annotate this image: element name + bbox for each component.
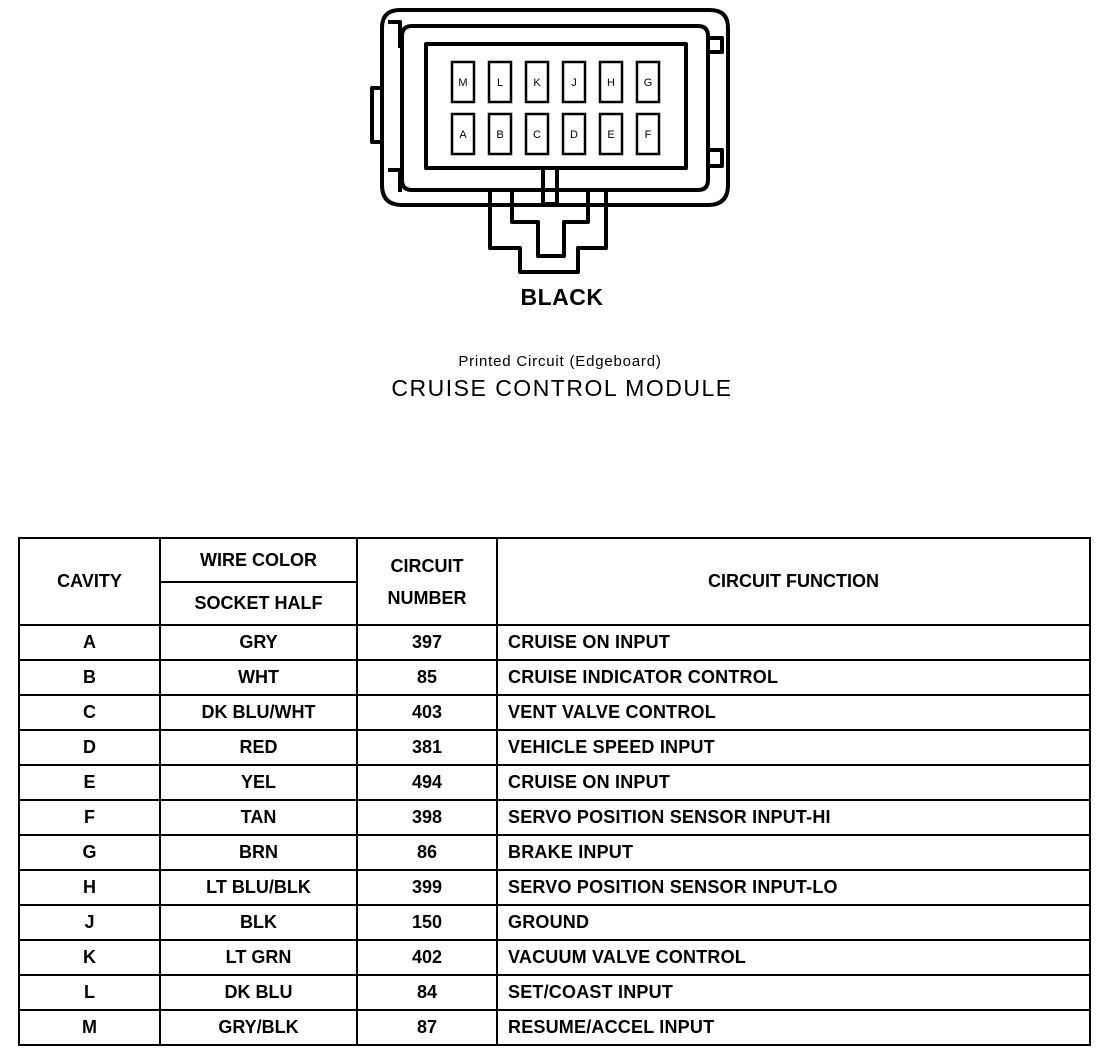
table-row bbox=[19, 975, 1090, 1010]
circuit-function-cell: CRUISE ON INPUT bbox=[497, 765, 1090, 800]
wire-color-cell: TAN bbox=[160, 800, 357, 835]
table-row bbox=[19, 625, 1090, 660]
circuit-number-cell: 84 bbox=[357, 975, 497, 1010]
circuit-function-cell: CRUISE ON INPUT bbox=[497, 625, 1090, 660]
circuit-function-cell: SERVO POSITION SENSOR INPUT-HI bbox=[497, 800, 1090, 835]
wire-color-cell: DK BLU/WHT bbox=[160, 695, 357, 730]
circuit-number-cell: 399 bbox=[357, 870, 497, 905]
cavity-cell: D bbox=[19, 730, 160, 765]
circuit-number-cell: 150 bbox=[357, 905, 497, 940]
table-row bbox=[19, 660, 1090, 695]
wire-color-cell: WHT bbox=[160, 660, 357, 695]
pin-label-g: G bbox=[643, 77, 653, 89]
circuit-number-cell: 87 bbox=[357, 1010, 497, 1045]
pin-grid bbox=[452, 62, 659, 154]
wire-color-cell: GRY bbox=[160, 625, 357, 660]
header-circuit-number: CIRCUIT NUMBER bbox=[357, 538, 497, 625]
circuit-function-cell: RESUME/ACCEL INPUT bbox=[497, 1010, 1090, 1045]
wire-color-cell: DK BLU bbox=[160, 975, 357, 1010]
pin-label-d: D bbox=[570, 129, 578, 141]
pin-label-m: M bbox=[458, 77, 468, 89]
pin-label-j: J bbox=[571, 77, 577, 89]
circuit-number-cell: 85 bbox=[357, 660, 497, 695]
table-row bbox=[19, 905, 1090, 940]
cavity-cell: F bbox=[19, 800, 160, 835]
cavity-cell: M bbox=[19, 1010, 160, 1045]
pin-label-k: K bbox=[533, 77, 541, 89]
circuit-number-cell: 403 bbox=[357, 695, 497, 730]
cavity-cell: A bbox=[19, 625, 160, 660]
cavity-cell: K bbox=[19, 940, 160, 975]
wire-color-cell: LT GRN bbox=[160, 940, 357, 975]
header-cavity: CAVITY bbox=[19, 538, 160, 625]
circuit-function-cell: GROUND bbox=[497, 905, 1090, 940]
table-row bbox=[19, 730, 1090, 765]
connector-subtitle: Printed Circuit (Edgeboard) bbox=[458, 353, 662, 370]
table-row bbox=[19, 940, 1090, 975]
wire-color-cell: GRY/BLK bbox=[160, 1010, 357, 1045]
cavity-cell: E bbox=[19, 765, 160, 800]
header-socket-half: SOCKET HALF bbox=[160, 582, 357, 625]
wire-color-cell: RED bbox=[160, 730, 357, 765]
circuit-function-cell: VACUUM VALVE CONTROL bbox=[497, 940, 1090, 975]
pin-label-h: H bbox=[607, 77, 615, 89]
table-row bbox=[19, 765, 1090, 800]
header-circuit-function: CIRCUIT FUNCTION bbox=[497, 538, 1090, 625]
cavity-cell: L bbox=[19, 975, 160, 1010]
wire-color-cell: BRN bbox=[160, 835, 357, 870]
circuit-function-cell: BRAKE INPUT bbox=[497, 835, 1090, 870]
table-row bbox=[19, 870, 1090, 905]
pin-label-e: E bbox=[607, 129, 615, 141]
pin-label-c: C bbox=[533, 129, 541, 141]
circuit-number-cell: 381 bbox=[357, 730, 497, 765]
header-wire-color: WIRE COLOR bbox=[160, 538, 357, 582]
table-row bbox=[19, 1010, 1090, 1045]
left-tab-top bbox=[388, 22, 400, 48]
circuit-function-cell: CRUISE INDICATOR CONTROL bbox=[497, 660, 1090, 695]
cavity-cell: H bbox=[19, 870, 160, 905]
circuit-function-cell: VEHICLE SPEED INPUT bbox=[497, 730, 1090, 765]
wire-color-cell: BLK bbox=[160, 905, 357, 940]
cavity-cell: G bbox=[19, 835, 160, 870]
circuit-number-cell: 397 bbox=[357, 625, 497, 660]
connector-key-inner bbox=[512, 190, 588, 256]
circuit-number-cell: 494 bbox=[357, 765, 497, 800]
cavity-cell: B bbox=[19, 660, 160, 695]
right-latch-top bbox=[708, 38, 722, 52]
connector-diagram bbox=[370, 0, 740, 285]
circuit-function-cell: VENT VALVE CONTROL bbox=[497, 695, 1090, 730]
connector-title: CRUISE CONTROL MODULE bbox=[391, 375, 733, 401]
pin-label-a: A bbox=[459, 129, 467, 141]
right-latch-bottom bbox=[708, 150, 722, 166]
circuit-number-cell: 402 bbox=[357, 940, 497, 975]
cavity-cell: C bbox=[19, 695, 160, 730]
connector-color-label: BLACK bbox=[520, 284, 604, 310]
pin-label-f: F bbox=[644, 129, 652, 141]
pin-label-b: B bbox=[496, 129, 504, 141]
connector-inner-body bbox=[402, 26, 708, 190]
pin-label-l: L bbox=[496, 77, 504, 89]
table-row bbox=[19, 800, 1090, 835]
wire-color-cell: YEL bbox=[160, 765, 357, 800]
cavity-cell: J bbox=[19, 905, 160, 940]
left-tab-bottom bbox=[388, 170, 400, 192]
pinout-table-body bbox=[19, 625, 1090, 1045]
table-row bbox=[19, 835, 1090, 870]
wire-color-cell: LT BLU/BLK bbox=[160, 870, 357, 905]
circuit-number-cell: 398 bbox=[357, 800, 497, 835]
circuit-function-cell: SERVO POSITION SENSOR INPUT-LO bbox=[497, 870, 1090, 905]
circuit-function-cell: SET/COAST INPUT bbox=[497, 975, 1090, 1010]
pinout-table bbox=[18, 537, 1091, 1046]
circuit-number-cell: 86 bbox=[357, 835, 497, 870]
table-row bbox=[19, 695, 1090, 730]
